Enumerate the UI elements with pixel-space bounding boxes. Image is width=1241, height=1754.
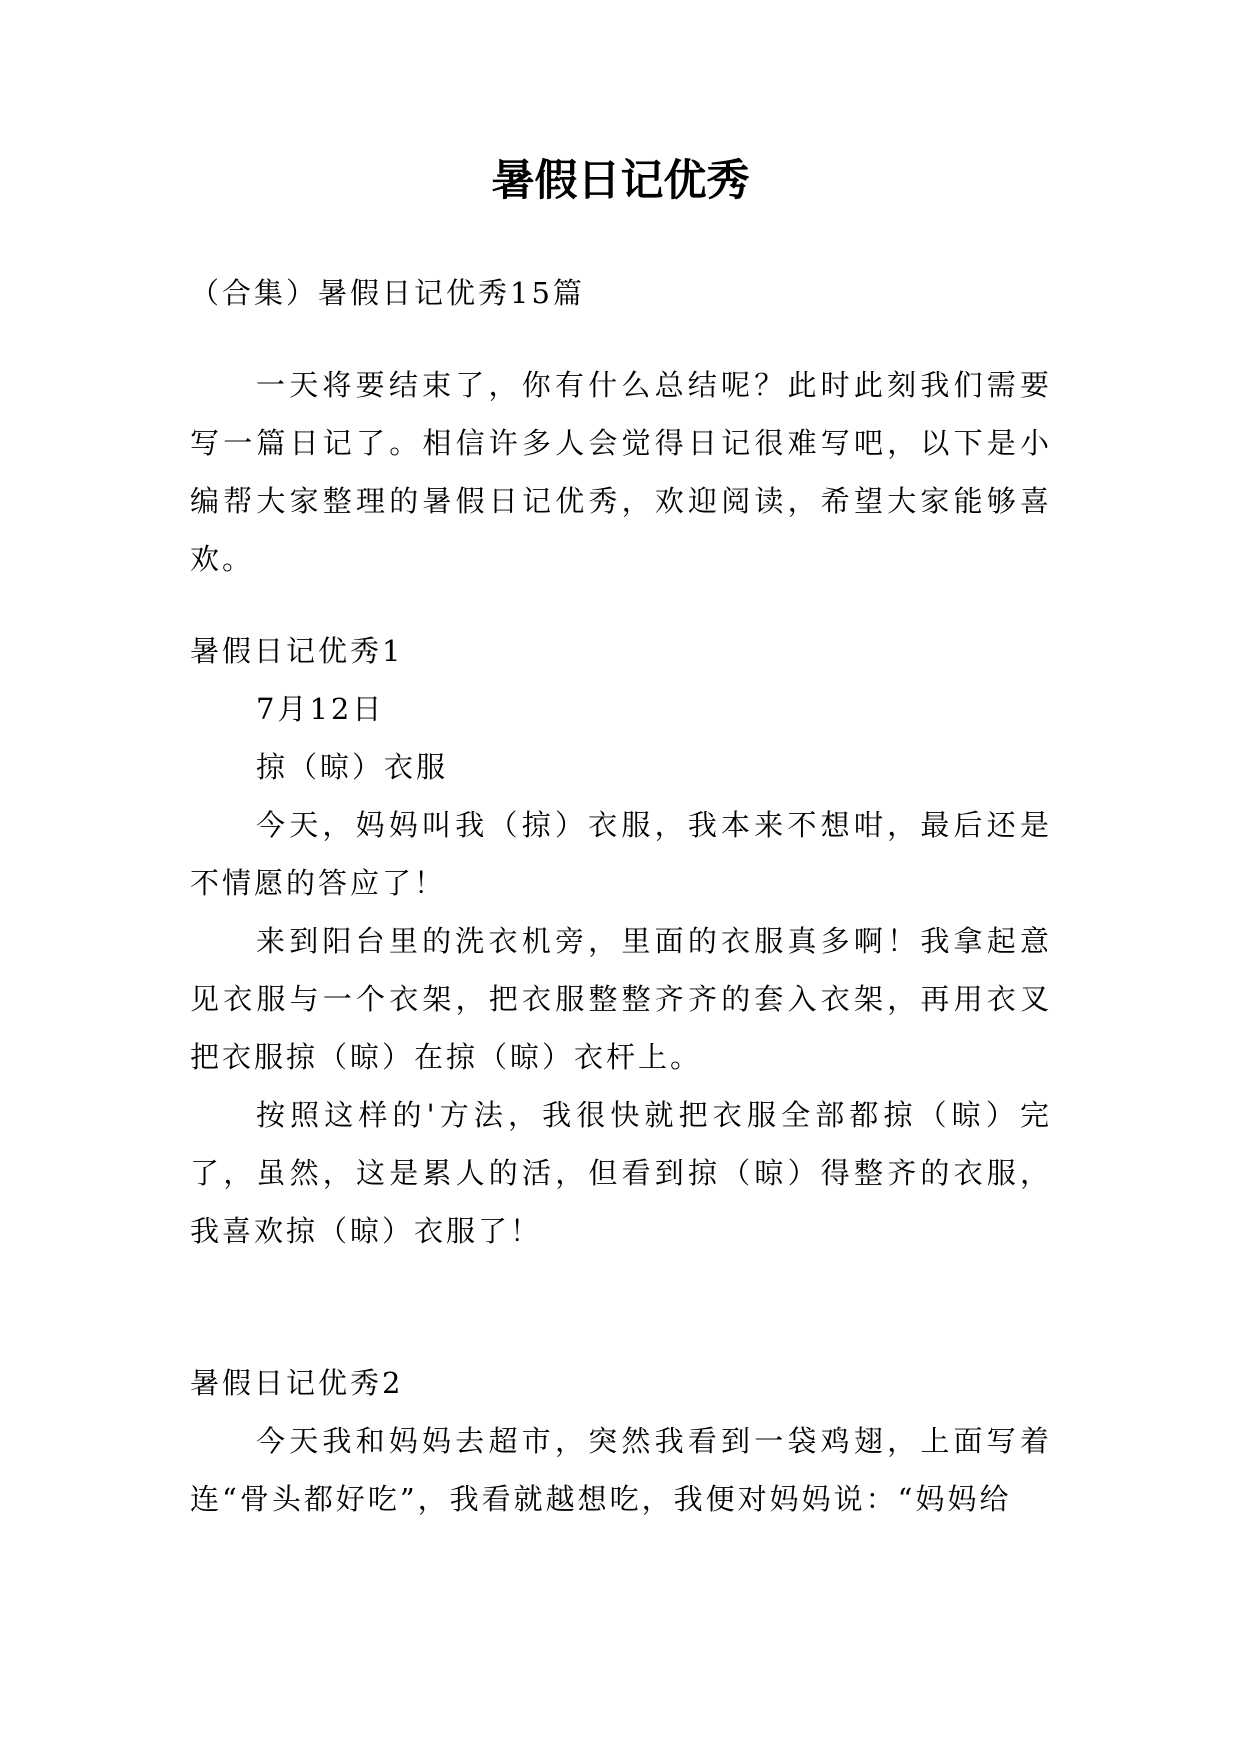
entry-date: 7月12日: [256, 692, 385, 726]
intro-block: [190, 356, 1052, 588]
entry-heading: 暑假日记优秀2: [190, 1366, 404, 1400]
entry-paragraph: 来到阳台里的洗衣机旁，里面的衣服真多啊！我拿起意见衣服与一个衣架，把衣服整整齐齐的套入衣架，再用衣叉把衣服掠（晾）在掠（晾）衣杆上。: [190, 924, 1052, 1074]
entry-1: [190, 622, 1052, 1260]
entry-paragraph: 今天我和妈妈去超市，突然我看到一袋鸡翅，上面写着连“骨头都好吃”，我看就越想吃，我便对妈妈说：“妈妈给: [190, 1424, 1052, 1516]
intro-paragraph: 一天将要结束了，你有什么总结呢？此时此刻我们需要写一篇日记了。相信许多人会觉得日记很难写吧，以下是小编帮大家整理的暑假日记优秀，欢迎阅读，希望大家能够喜欢。: [190, 368, 1052, 576]
entry-paragraph: 按照这样的'方法，我很快就把衣服全部都掠（晾）完了，虽然，这是累人的活，但看到掠（晾）得整齐的衣服，我喜欢掠（晾）衣服了！: [190, 1098, 1052, 1248]
entry-paragraph: 今天，妈妈叫我（掠）衣服，我本来不想咁，最后还是不情愿的答应了！: [190, 808, 1052, 900]
entry-heading: 暑假日记优秀1: [190, 634, 404, 668]
entry-2: [190, 1354, 1052, 1528]
document-title: 暑假日记优秀: [491, 156, 750, 206]
subtitle-block: [190, 264, 1052, 322]
entry-subtitle: 掠（晾）衣服: [256, 750, 449, 784]
document-subtitle: （合集）暑假日记优秀15篇: [190, 276, 585, 310]
